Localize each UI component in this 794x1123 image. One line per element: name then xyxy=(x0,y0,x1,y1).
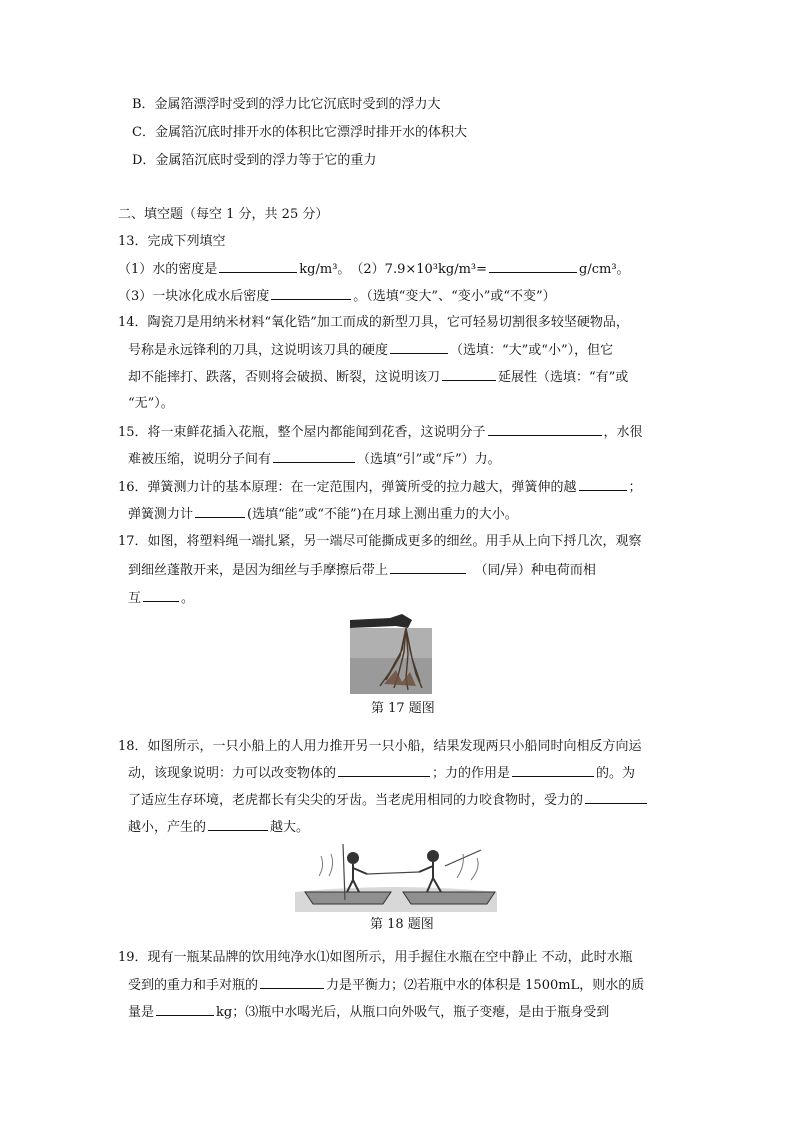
q14-part1: 号称是永远锋利的刀具，这说明该刀具的硬度 xyxy=(128,343,389,358)
q19-part1: 受到的重力和手对瓶的 xyxy=(128,978,259,993)
q17-part2: （同/异）种电荷而相 xyxy=(481,563,596,578)
blank xyxy=(143,589,179,602)
q15-line1 xyxy=(118,423,643,442)
q17-line3 xyxy=(128,589,194,608)
q18-caption: 第 18 题图 xyxy=(370,917,434,932)
q17-figure xyxy=(350,610,432,694)
q19-line2 xyxy=(128,976,644,995)
blank xyxy=(195,505,245,518)
q15-part1: 15．将一束鲜花插入花瓶，整个屋内都能闻到花香，这说明分子 xyxy=(118,425,486,440)
q16-part1: 16．弹簧测力计的基本原理：在一定范围内，弹簧所受的拉力越大，弹簧伸的越 xyxy=(118,480,577,495)
q14-part2: （选填：“大”或“小”），但它 xyxy=(450,343,614,358)
blank xyxy=(585,791,647,804)
q13-part1: （1）水的密度是 xyxy=(118,262,218,277)
q13-part4: （3）一块冰化成水后密度 xyxy=(118,289,270,304)
q17-line1: 17．如图，将塑料绳一端扎紧，另一端尽可能撕成更多的细丝。用手从上向下捋几次，观察 xyxy=(118,534,642,549)
q19-part3: 量是 xyxy=(128,1005,155,1020)
person-left xyxy=(347,852,359,864)
q19-part4: kg；⑶瓶中水喝光后，从瓶口向外吸气，瓶子变瘪，是由于瓶身受到 xyxy=(216,1005,610,1020)
section-title: 二、填空题（每空 1 分，共 25 分） xyxy=(118,207,329,222)
q16-part4: (选填“能”或“不能”)在月球上测出重力的大小。 xyxy=(247,507,518,522)
q16-line1 xyxy=(118,478,642,497)
blank xyxy=(208,818,268,831)
q15-part2: ，水很 xyxy=(603,425,643,440)
q13-line3 xyxy=(118,287,556,306)
q15-line2 xyxy=(128,450,501,469)
q18-part5: 越小，产生的 xyxy=(128,820,207,835)
q19-line3 xyxy=(128,1003,609,1022)
q18-line2 xyxy=(128,764,635,783)
q14-line4: “无”）。 xyxy=(128,396,174,411)
q18-line4 xyxy=(128,818,309,837)
q17-part1: 到细丝蓬散开来，是因为细丝与手摩擦后带上 xyxy=(128,563,389,578)
blank xyxy=(338,764,430,777)
option-b: B．金属箔漂浮时受到的浮力比它沉底时受到的浮力大 xyxy=(132,97,441,112)
q19-line1: 19．现有一瓶某品牌的饮用纯净水⑴如图所示，用手握住水瓶在空中静止 不动，此时水瓶 xyxy=(118,950,633,965)
blank xyxy=(273,450,355,463)
blank xyxy=(579,478,627,491)
q14-line3 xyxy=(128,368,628,387)
boat-right xyxy=(403,892,495,904)
blank xyxy=(512,764,594,777)
q18-figure xyxy=(295,842,497,912)
blank xyxy=(219,260,297,273)
blank xyxy=(390,561,466,574)
boat-left xyxy=(305,892,391,904)
blank xyxy=(260,976,324,989)
q16-part3: 弹簧测力计 xyxy=(128,507,194,522)
q18-line3 xyxy=(128,791,649,810)
q15-part4: （选填“引”或“斥”）力。 xyxy=(357,452,501,467)
blank xyxy=(390,341,448,354)
q18-part6: 越大。 xyxy=(270,820,310,835)
q16-part2: ； xyxy=(628,480,642,495)
q14-line2 xyxy=(128,341,613,360)
q14-line1: 14．陶瓷刀是用纳米材料“氧化锆”加工而成的新型刀具，它可轻易切割很多较坚硬物品， xyxy=(118,315,629,330)
blank xyxy=(488,423,602,436)
q18-line1: 18．如图所示，一只小船上的人用力推开另一只小船，结果发现两只小船同时向相反方向运 xyxy=(118,739,642,754)
q18-part2: ；力的作用是 xyxy=(432,766,511,781)
q13-part3: g/cm³。 xyxy=(579,262,630,277)
q17-part4: 。 xyxy=(181,591,195,606)
blank xyxy=(156,1003,214,1016)
q15-part3: 难被压缩，说明分子间有 xyxy=(128,452,272,467)
q17-caption: 第 17 题图 xyxy=(371,701,435,716)
q14-part3: 却不能摔打、跌落，否则将会破损、断裂，这说明该刀 xyxy=(128,370,441,385)
option-d: D．金属箔沉底时受到的浮力等于它的重力 xyxy=(132,153,377,168)
q13-part5: 。（选填“变大”、“变小”或“不变”） xyxy=(353,289,556,304)
person-right xyxy=(427,850,439,862)
q17-line2 xyxy=(128,561,596,580)
q13-line1: 13．完成下列填空 xyxy=(118,234,226,249)
q18-part4: 了适应生存环境，老虎都长有尖尖的牙齿。当老虎用相同的力咬食物时，受力的 xyxy=(128,793,584,808)
q18-part3: 的。为 xyxy=(596,766,636,781)
q13-part2: kg/m³。 （2）7.9×10³kg/m³= xyxy=(299,262,488,277)
q18-part1: 动，该现象说明：力可以改变物体的 xyxy=(128,766,337,781)
q13-line2 xyxy=(118,260,630,279)
q19-part2: 力是平衡力；⑵若瓶中水的体积是 1500mL，则水的质 xyxy=(326,978,645,993)
q14-part4: 延展性（选填：“有”或 xyxy=(498,370,629,385)
q17-part3: 互 xyxy=(128,591,142,606)
blank xyxy=(489,260,577,273)
blank xyxy=(271,287,351,300)
option-c: C．金属箔沉底时排开水的体积比它漂浮时排开水的体积大 xyxy=(132,125,467,140)
blank xyxy=(442,368,496,381)
q16-line2 xyxy=(128,505,518,524)
